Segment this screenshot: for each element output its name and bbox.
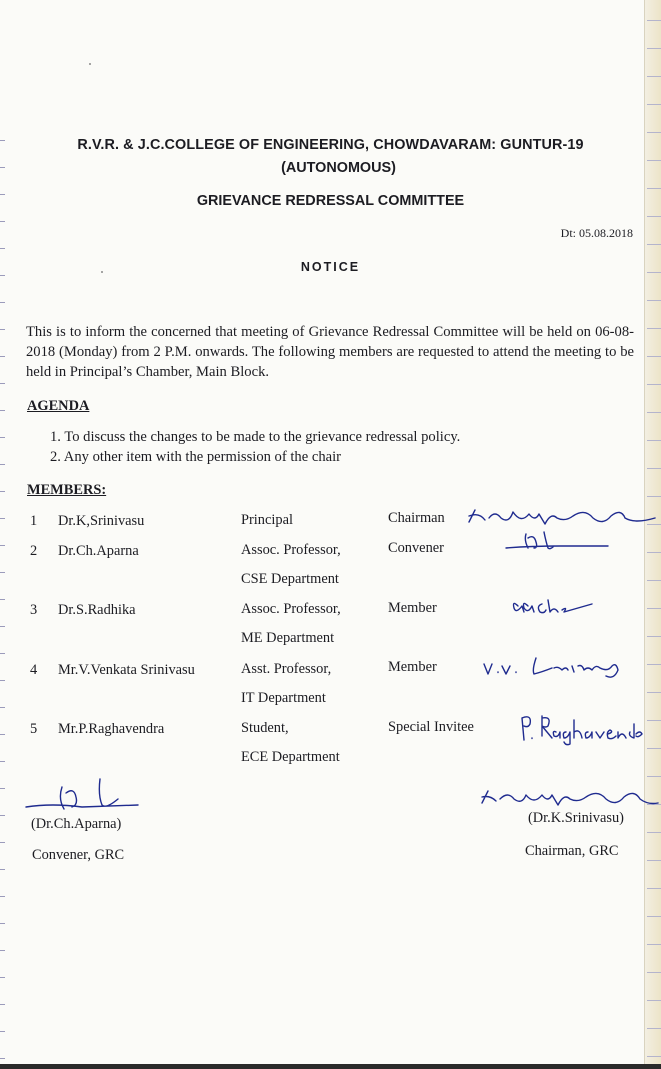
- agenda-item: 1. To discuss the changes to be made to the grievance redressal policy.: [50, 429, 461, 445]
- edge-rule-line: [647, 916, 661, 917]
- margin-tick: [0, 707, 5, 708]
- edge-rule-line: [647, 244, 661, 245]
- member-number: 3: [30, 602, 38, 618]
- edge-rule-line: [647, 20, 661, 21]
- edge-rule-line: [647, 664, 661, 665]
- member-designation: Student,: [241, 720, 289, 736]
- margin-tick: [0, 167, 5, 168]
- edge-rule-line: [647, 888, 661, 889]
- signature-footer-chairman: [478, 783, 661, 811]
- signature-member-radhika: [506, 592, 598, 622]
- margin-tick: [0, 680, 5, 681]
- edge-rule-line: [647, 720, 661, 721]
- member-name: Dr.K,Srinivasu: [58, 513, 145, 529]
- edge-rule-line: [647, 328, 661, 329]
- member-role: Member: [388, 600, 437, 616]
- margin-tick: [0, 383, 5, 384]
- member-department: IT Department: [241, 690, 326, 706]
- member-department: ECE Department: [241, 749, 340, 765]
- chairman-title: Chairman, GRC: [525, 843, 619, 859]
- page-bottom-shadow: [0, 1064, 661, 1069]
- edge-rule-line: [647, 608, 661, 609]
- edge-rule-line: [647, 384, 661, 385]
- convener-name: (Dr.Ch.Aparna): [31, 816, 122, 832]
- edge-rule-line: [647, 776, 661, 777]
- margin-tick: [0, 491, 5, 492]
- autonomous-label: (AUTONOMOUS): [281, 160, 396, 176]
- margin-tick: [0, 545, 5, 546]
- edge-rule-line: [647, 440, 661, 441]
- speck: [89, 63, 91, 65]
- edge-rule-line: [647, 580, 661, 581]
- margin-tick: [0, 1058, 5, 1059]
- edge-rule-line: [647, 468, 661, 469]
- edge-rule-line: [647, 48, 661, 49]
- edge-rule-line: [647, 76, 661, 77]
- margin-tick: [0, 788, 5, 789]
- member-name: Dr.S.Radhika: [58, 602, 136, 618]
- member-department: ME Department: [241, 630, 335, 646]
- margin-tick: [0, 572, 5, 573]
- signature-member-raghavendra: [518, 710, 644, 746]
- edge-rule-line: [647, 104, 661, 105]
- convener-title: Convener, GRC: [32, 847, 125, 863]
- member-role: Special Invitee: [388, 719, 474, 735]
- margin-tick: [0, 734, 5, 735]
- college-name: R.V.R. & J.C.COLLEGE OF ENGINEERING, CHOWDAVARAM: GUNTUR-19: [77, 137, 584, 153]
- member-designation: Principal: [241, 512, 293, 528]
- edge-rule-line: [647, 188, 661, 189]
- margin-tick: [0, 869, 5, 870]
- margin-tick: [0, 761, 5, 762]
- margin-tick: [0, 923, 5, 924]
- edge-rule-line: [647, 300, 661, 301]
- member-number: 2: [30, 543, 38, 559]
- margin-tick: [0, 410, 5, 411]
- member-name: Mr.P.Raghavendra: [58, 721, 165, 737]
- margin-tick: [0, 977, 5, 978]
- margin-tick: [0, 437, 5, 438]
- edge-rule-line: [647, 692, 661, 693]
- margin-tick: [0, 518, 5, 519]
- members-heading: MEMBERS:: [27, 482, 107, 498]
- edge-rule-line: [647, 748, 661, 749]
- notice-title: NOTICE: [300, 260, 361, 274]
- edge-rule-line: [647, 636, 661, 637]
- margin-tick: [0, 221, 5, 222]
- margin-tick: [0, 275, 5, 276]
- margin-tick: [0, 653, 5, 654]
- margin-tick: [0, 950, 5, 951]
- member-designation: Asst. Professor,: [241, 661, 332, 677]
- signature-footer-convener: [22, 773, 142, 819]
- edge-rule-line: [647, 496, 661, 497]
- edge-rule-line: [647, 412, 661, 413]
- chairman-name: (Dr.K.Srinivasu): [528, 810, 624, 826]
- margin-tick: [0, 464, 5, 465]
- margin-tick: [0, 356, 5, 357]
- signature-member-venkata: [482, 646, 632, 682]
- margin-tick: [0, 248, 5, 249]
- member-role: Member: [388, 659, 437, 675]
- member-name: Dr.Ch.Aparna: [58, 543, 139, 559]
- committee-title: GRIEVANCE REDRESSAL COMMITTEE: [196, 193, 465, 209]
- member-designation: Assoc. Professor,: [241, 542, 341, 558]
- margin-tick: [0, 1031, 5, 1032]
- margin-tick: [0, 815, 5, 816]
- member-number: 4: [30, 662, 38, 678]
- member-designation: Assoc. Professor,: [241, 601, 341, 617]
- member-role: Chairman: [388, 510, 445, 526]
- member-number: 1: [30, 513, 38, 529]
- margin-tick: [0, 329, 5, 330]
- margin-tick: [0, 599, 5, 600]
- edge-rule-line: [647, 1056, 661, 1057]
- edge-rule-line: [647, 972, 661, 973]
- agenda-list: [50, 427, 460, 467]
- agenda-item: 2. Any other item with the permission of the chair: [50, 449, 342, 465]
- edge-rule-line: [647, 552, 661, 553]
- notice-paragraph: This is to inform the concerned that meeting of Grievance Redressal Committee will be held on 06-08-2018 (Monday) from 2 P.M. onwards. The following members are requested to attend the meeting to be held in Principal’s Chamber, Main Block.: [26, 324, 634, 380]
- margin-tick: [0, 842, 5, 843]
- margin-tick: [0, 626, 5, 627]
- margin-tick: [0, 896, 5, 897]
- edge-rule-line: [647, 1000, 661, 1001]
- signature-convener: [500, 528, 610, 556]
- edge-rule-line: [647, 132, 661, 133]
- member-department: CSE Department: [241, 571, 339, 587]
- edge-rule-line: [647, 832, 661, 833]
- edge-rule-line: [647, 1028, 661, 1029]
- edge-rule-line: [647, 356, 661, 357]
- edge-rule-line: [647, 944, 661, 945]
- agenda-heading: AGENDA: [27, 398, 90, 414]
- margin-tick: [0, 302, 5, 303]
- member-role: Convener: [388, 540, 444, 556]
- notice-date: Dt: 05.08.2018: [560, 226, 633, 240]
- edge-rule-line: [647, 216, 661, 217]
- margin-tick: [0, 1004, 5, 1005]
- member-number: 5: [30, 721, 38, 737]
- member-name: Mr.V.Venkata Srinivasu: [58, 662, 195, 678]
- edge-rule-line: [647, 860, 661, 861]
